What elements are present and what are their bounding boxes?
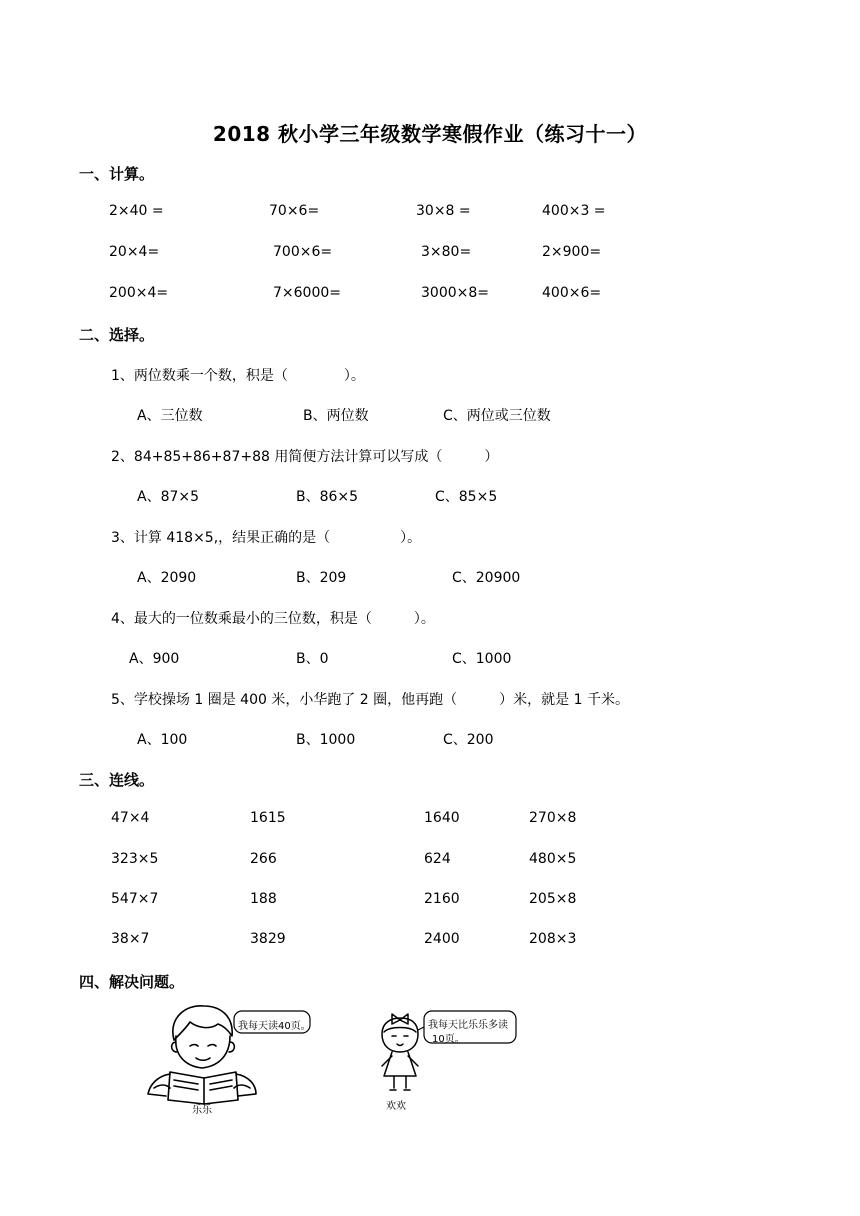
calc-item: 200×4=	[109, 285, 169, 301]
question-text: 3、计算 418×5,，结果正确的是（ ）。	[111, 530, 422, 546]
girl-speech-text-line2: 10页。	[432, 1034, 465, 1045]
option-a: A、900	[129, 651, 180, 667]
option-a: A、三位数	[137, 408, 203, 424]
calc-item: 70×6=	[269, 203, 320, 219]
match-expression: 38×7	[111, 931, 150, 947]
option-c: C、200	[443, 732, 494, 748]
boy-speech-text: 我每天读40页。	[238, 1021, 311, 1032]
option-c: C、20900	[452, 570, 521, 586]
calc-item: 30×8 =	[416, 203, 471, 219]
calc-item: 7×6000=	[273, 285, 341, 301]
option-b: B、209	[296, 570, 347, 586]
match-value: 2400	[424, 931, 460, 947]
match-expression: 47×4	[111, 810, 150, 826]
match-value: 624	[424, 851, 451, 867]
match-value: 2160	[424, 891, 460, 907]
page-title: 2018 秋小学三年级数学寒假作业（练习十一）	[212, 122, 648, 146]
section-heading-calculation: 一、计算。	[79, 165, 155, 183]
question-text: 2、84+85+86+87+88 用简便方法计算可以写成（ ）	[111, 449, 499, 465]
option-c: C、1000	[452, 651, 512, 667]
section-heading-word-problem: 四、解决问题。	[79, 973, 185, 991]
question-text: 1、两位数乘一个数，积是（ ）。	[111, 368, 365, 384]
section-heading-choice: 二、选择。	[79, 326, 155, 344]
question-text: 4、最大的一位数乘最小的三位数，积是（ ）。	[111, 611, 435, 627]
boy-name-label: 乐乐	[192, 1105, 212, 1116]
calc-item: 400×3 =	[542, 203, 606, 219]
option-c: C、两位或三位数	[443, 408, 551, 424]
calc-item: 700×6=	[273, 244, 333, 260]
match-expression: 323×5	[111, 851, 159, 867]
match-value: 1640	[424, 810, 460, 826]
match-expression: 547×7	[111, 891, 159, 907]
match-expression: 208×3	[529, 931, 577, 947]
match-expression: 480×5	[529, 851, 577, 867]
option-b: B、两位数	[303, 408, 369, 424]
match-value: 266	[250, 851, 277, 867]
match-value: 3829	[250, 931, 286, 947]
girl-speech-text-line1: 我每天比乐乐多读	[428, 1020, 508, 1031]
girl-name-label: 欢欢	[386, 1101, 406, 1112]
calc-item: 3000×8=	[421, 285, 489, 301]
section-heading-matching: 三、连线。	[79, 771, 155, 789]
option-c: C、85×5	[435, 489, 498, 505]
option-b: B、1000	[296, 732, 356, 748]
option-a: A、87×5	[137, 489, 200, 505]
calc-item: 2×40 =	[109, 203, 164, 219]
option-b: B、86×5	[296, 489, 359, 505]
calc-item: 20×4=	[109, 244, 160, 260]
calc-item: 400×6=	[542, 285, 602, 301]
option-a: A、2090	[137, 570, 197, 586]
question-text: 5、学校操场 1 圈是 400 米，小华跑了 2 圈，他再跑（ ）米，就是 1 千米。	[111, 692, 629, 708]
calc-item: 3×80=	[421, 244, 472, 260]
match-value: 188	[250, 891, 277, 907]
calc-item: 2×900=	[542, 244, 602, 260]
match-value: 1615	[250, 810, 286, 826]
match-expression: 205×8	[529, 891, 577, 907]
option-a: A、100	[137, 732, 188, 748]
match-expression: 270×8	[529, 810, 577, 826]
option-b: B、0	[296, 651, 329, 667]
